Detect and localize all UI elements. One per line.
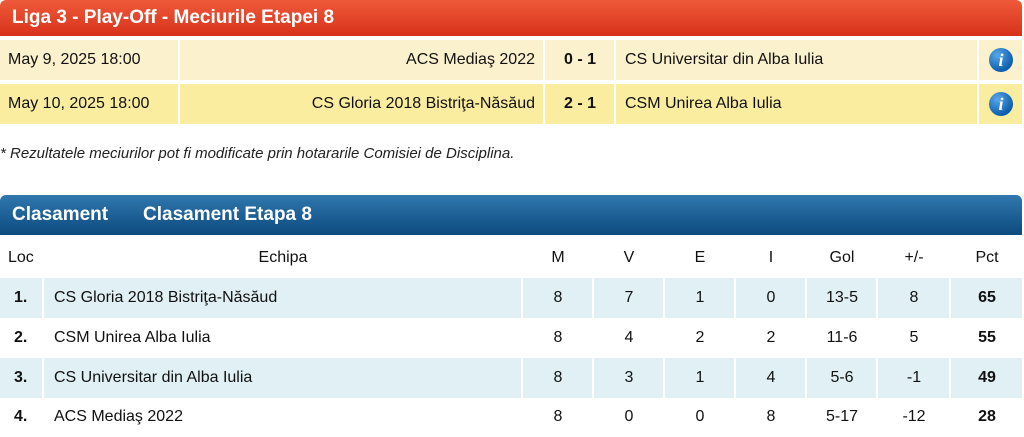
row-losses: 0 (766, 289, 776, 306)
row-played: 8 (553, 369, 563, 386)
row-team[interactable]: CS Gloria 2018 Bistriţa-Năsăud (54, 289, 278, 306)
row-draws: 1 (695, 289, 705, 306)
row-points: 55 (978, 329, 996, 346)
header-loc: Loc (8, 249, 34, 266)
row-goal-difference: 8 (909, 289, 919, 306)
row-draws: 2 (695, 329, 705, 346)
row-losses: 4 (766, 369, 776, 386)
match-score[interactable]: 0 - 1 (563, 51, 596, 68)
match-row (0, 40, 1022, 80)
info-icon[interactable]: i (989, 48, 1013, 72)
row-position: 3. (14, 369, 28, 386)
table-row (0, 278, 1022, 318)
row-wins: 4 (624, 329, 634, 346)
row-wins: 0 (624, 408, 634, 425)
header-team: Echipa (258, 249, 308, 266)
row-draws: 1 (695, 369, 705, 386)
match-home-team[interactable]: CS Gloria 2018 Bistriţa-Năsăud (311, 95, 535, 112)
row-played: 8 (553, 289, 563, 306)
row-wins: 3 (624, 369, 634, 386)
row-position: 1. (14, 289, 28, 306)
header-draws: E (694, 249, 706, 266)
row-wins: 7 (624, 289, 634, 306)
match-date: May 10, 2025 18:00 (8, 95, 150, 112)
row-losses: 8 (766, 408, 776, 425)
row-points: 28 (978, 408, 996, 425)
tab-clasament[interactable]: Clasament (12, 204, 109, 225)
table-row (0, 318, 1022, 358)
row-goals: 11-6 (826, 329, 858, 346)
header-points: Pct (975, 249, 999, 266)
match-info-button[interactable] (980, 40, 1022, 80)
row-losses: 2 (766, 329, 776, 346)
table-row (0, 358, 1022, 398)
table-row (0, 397, 1022, 437)
row-position: 2. (14, 329, 28, 346)
header-played: M (551, 249, 565, 266)
header-goal-difference: +/- (904, 249, 924, 266)
standings-column-headers (0, 238, 1022, 278)
info-icon[interactable]: i (989, 92, 1013, 116)
row-team[interactable]: CS Universitar din Alba Iulia (54, 369, 253, 386)
match-home-team[interactable]: ACS Mediaş 2022 (406, 51, 535, 68)
match-date: May 9, 2025 18:00 (8, 51, 141, 68)
header-goals: Gol (829, 249, 855, 266)
row-points: 49 (978, 369, 996, 386)
row-played: 8 (553, 329, 563, 346)
row-goals: 5-17 (825, 408, 859, 425)
match-away-team[interactable]: CS Universitar din Alba Iulia (625, 51, 824, 68)
match-row (0, 84, 1022, 124)
header-losses: I (768, 249, 774, 266)
row-team[interactable]: CSM Unirea Alba Iulia (54, 329, 211, 346)
row-position: 4. (14, 408, 28, 425)
row-played: 8 (553, 408, 563, 425)
match-info-button[interactable] (980, 84, 1022, 124)
header-wins: V (623, 249, 635, 266)
row-draws: 0 (695, 408, 705, 425)
row-goals: 5-6 (830, 369, 854, 386)
row-points: 65 (978, 289, 996, 306)
row-goal-difference: 5 (909, 329, 919, 346)
match-score[interactable]: 2 - 1 (563, 95, 596, 112)
row-goals: 13-5 (825, 289, 859, 306)
tab-clasament-etapa[interactable]: Clasament Etapa 8 (143, 204, 312, 225)
row-goal-difference: -12 (902, 408, 926, 425)
row-goal-difference: -1 (906, 369, 922, 386)
disciplinary-note: * Rezultatele meciurilor pot fi modificate prin hotararile Comisiei de Disciplina. (0, 145, 515, 162)
standings-header (0, 195, 1022, 235)
matches-title: Liga 3 - Play-Off - Meciurile Etapei 8 (0, 0, 1022, 36)
match-away-team[interactable]: CSM Unirea Alba Iulia (625, 95, 782, 112)
row-team[interactable]: ACS Mediaş 2022 (54, 408, 183, 425)
